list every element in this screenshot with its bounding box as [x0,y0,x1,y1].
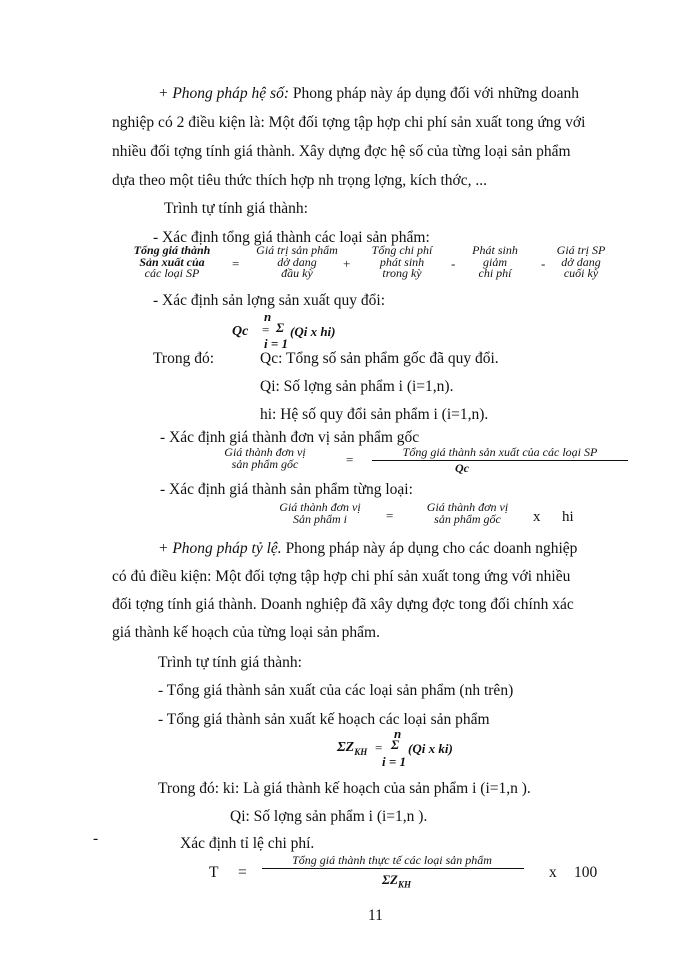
eq2-sigma: Σ [276,320,285,335]
eq4-rhs: Giá thành đơn vị sản phẩm gốc [426,500,509,526]
eq2-term: (Qi x hi) [290,324,336,339]
para1-line4: dựa theo một tiêu thức thích hợp nh trọng lợng, kích thớc, ... [112,172,488,189]
def-qc: Qc: Tổng số sản phẩm gốc đã quy đổi. [260,350,499,367]
para1-line2: nghiệp có 2 điều kiện là: Một đối tợng tập hợp chi phí sản xuất tong ứng với [112,114,586,131]
eq6-hundred: 100 [574,864,598,881]
eq2-lhs: Qc [232,324,249,339]
eq3-denominator: Qc [455,461,469,475]
eq4-lhs: Giá thành đơn vị Sản phẩm i [279,500,361,526]
eq5-term: (Qi x ki) [408,741,453,756]
eq5-sigma: Σ [391,737,400,752]
page-number: 11 [368,907,383,924]
para2-line2: có đủ điều kiện: Một đối tợng tập hợp chi phí sản xuất tong ứng với nhiều [112,568,571,585]
eq1-minus-1: - [451,256,456,271]
eq6-fraction-bar [262,868,524,869]
eq6-times: x [549,864,557,881]
eq2-equals: = [262,322,270,337]
eq1-plus: + [343,256,351,271]
eq5-upper-n: n [394,726,402,741]
eq1-term2: Giá trị sản phẩm dở dang đầu kỳ [256,243,338,280]
eq3-equals: = [346,452,354,467]
para2-line4: giá thành kế hoạch của từng loại sản phẩm. [112,624,380,641]
method-ratio-heading: + Phong pháp tỷ lệ. [158,540,282,557]
def-qi: Qi: Số lợng sản phẩm i (i=1,n). [260,378,454,395]
method-coefficient-heading: + Phong pháp hệ số: [158,85,290,102]
eq3-lhs: Giá thành đơn vị sản phẩm gốc [224,445,306,471]
step-cost-ratio: Xác định tỉ lệ chi phí. [180,835,315,852]
eq6-denominator: $\Sigma Z_{KH}$ [382,872,412,890]
eq5-lower: i = 1 [382,754,407,769]
eq5-equals: = [375,740,383,755]
eq4-hi: hi [562,509,574,525]
step-converted-output: - Xác định sản lợng sản xuất quy đổi: [153,292,386,309]
bullet-planned-cost: - Tổng giá thành sản xuất kế hoạch các loại sản phẩm [158,711,490,728]
step-total-cost: - Xác định tổng giá thành các loại sản phẩm: [153,229,430,246]
eq4-equals: = [386,508,394,523]
eq6-numerator: Tổng giá thành thực tế các loại sản phẩm [292,853,492,867]
eq6-equals: = [238,864,247,881]
def-ki: Trong đó: ki: Là giá thành kế hoạch của sản phẩm i (i=1,n ). [158,780,531,797]
eq5-lhs: $\Sigma Z_{KH}$ [337,740,368,757]
eq1-equals: = [232,256,240,271]
para2-line1: + Phong pháp tỷ lệ. Phong pháp này áp dụng cho các doanh nghiệp [158,540,578,557]
para2-line3: đối tợng tính giá thành. Doanh nghiệp đã xây dựng đợc tong đối chính xác [112,596,574,613]
eq3-fraction-bar [372,460,628,461]
sequence-heading-2: Trình tự tính giá thành: [158,654,302,671]
para1-line1: + Phong pháp hệ số: Phong pháp này áp dụng đối với những doanh [158,85,579,102]
eq1-term3: Tổng chi phí phát sinh trong kỳ [371,243,433,280]
where-label-1: Trong đó: [153,350,215,367]
margin-dash: - [93,830,99,847]
step-unit-cost-base: - Xác định giá thành đơn vị sản phẩm gốc [160,429,420,446]
sequence-heading-1: Trình tự tính giá thành: [164,200,308,217]
eq1-term1: Tổng giá thành Sản xuất của các loại SP [133,243,211,280]
eq2-upper-n: n [264,309,272,324]
eq4-times: x [533,509,541,525]
def-qi-2: Qi: Số lợng sản phẩm i (i=1,n ). [230,808,428,825]
eq3-numerator: Tổng giá thành sản xuất của các loại SP [402,445,598,459]
def-hi: hi: Hệ số quy đổi sản phẩm i (i=1,n). [260,406,489,423]
eq1-minus-2: - [541,256,546,271]
eq1-term5: Giá trị SP dở dang cuối kỳ [556,243,606,280]
eq2-lower: i = 1 [264,336,289,351]
bullet-total-cost: - Tổng giá thành sản xuất của các loại sản phẩm (nh trên) [158,682,514,699]
eq6-lhs: T [209,864,219,881]
eq1-term4: Phát sinh giảm chi phí [472,243,518,280]
step-unit-cost-each: - Xác định giá thành sản phẩm từng loại: [160,481,413,498]
para1-line3: nhiều đối tợng tính giá thành. Xây dựng đợc hệ số của từng loại sản phẩm [112,143,571,160]
